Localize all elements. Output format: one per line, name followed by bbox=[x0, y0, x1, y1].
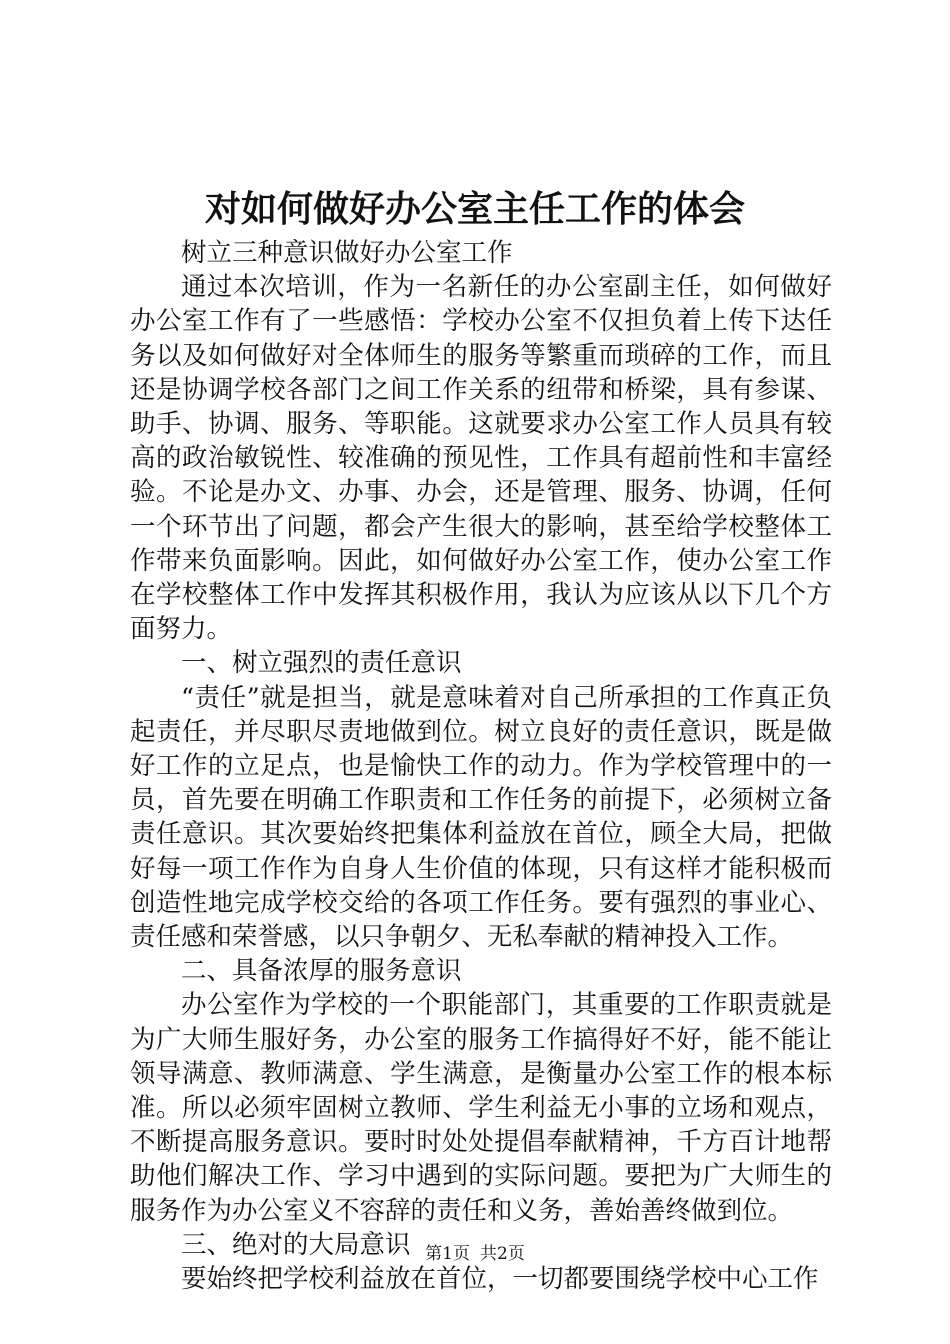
section-heading-1: 一、树立强烈的责任意识 bbox=[181, 648, 462, 679]
subtitle: 树立三种意识做好办公室工作 bbox=[181, 238, 513, 268]
paragraph-intro: 通过本次培训，作为一名新任的办公室副主任，如何做好办公室工作有了一些感悟：学校办公室不仅担负着上传下达任务以及如何做好对全体师生的服务等繁重而琐碎的工作，而且还是协调学校各部门之间工作关系的纽带和桥梁，具有参谋、助手、协调、服务、等职能。这就要求办公室工作人员具有较高的政治敏锐性、较准确的预见性，工作具有超前性和丰富经验。不论是办文、办事、办会，还是管理、服务、协调，任何一个环节出了问题，都会产生很大的影响，甚至给学校整体工作带来负面影响。因此，如何做好办公室工作，使办公室工作在学校整体工作中发挥其积极作用，我认为应该从以下几个方面努力。 bbox=[130, 272, 832, 645]
page-footer bbox=[0, 1243, 950, 1265]
page-title: 对如何做好办公室主任工作的体会 bbox=[204, 188, 745, 230]
paragraph-overall: 要始终把学校利益放在首位，一切都要围绕学校中心工作 bbox=[181, 1264, 819, 1295]
section-heading-2: 二、具备浓厚的服务意识 bbox=[181, 956, 462, 987]
page-total: 共2页 bbox=[480, 1244, 525, 1264]
page-number: 第1页 bbox=[425, 1244, 470, 1264]
paragraph-service: 办公室作为学校的一个职能部门，其重要的工作职责就是为广大师生服好务，办公室的服务工作搞得好不好，能不能让领导满意、教师满意、学生满意，是衡量办公室工作的根本标准。所以必须牢固树立教师、学生利益无小事的立场和观点，不断提高服务意识。要时时处处提倡奉献精神，千方百计地帮助他们解决工作、学习中遇到的实际问题。要把为广大师生的服务作为办公室义不容辞的责任和义务，善始善终做到位。 bbox=[130, 990, 832, 1226]
document-body bbox=[130, 236, 832, 1296]
paragraph-responsibility: “责任”就是担当，就是意味着对自己所承担的工作真正负起责任，并尽职尽责地做到位。树立良好的责任意识，既是做好工作的立足点，也是愉快工作的动力。作为学校管理中的一员，首先要在明确工作职责和工作任务的前提下，必须树立备责任意识。其次要始终把集体利益放在首位，顾全大局，把做好每一项工作作为自身人生价值的体现，只有这样才能积极而创造性地完成学校交给的各项工作任务。要有强烈的事业心、责任感和荣誉感，以只争朝夕、无私奉献的精神投入工作。 bbox=[130, 682, 832, 953]
section-heading-3: 三、绝对的大局意识 bbox=[181, 1229, 411, 1260]
